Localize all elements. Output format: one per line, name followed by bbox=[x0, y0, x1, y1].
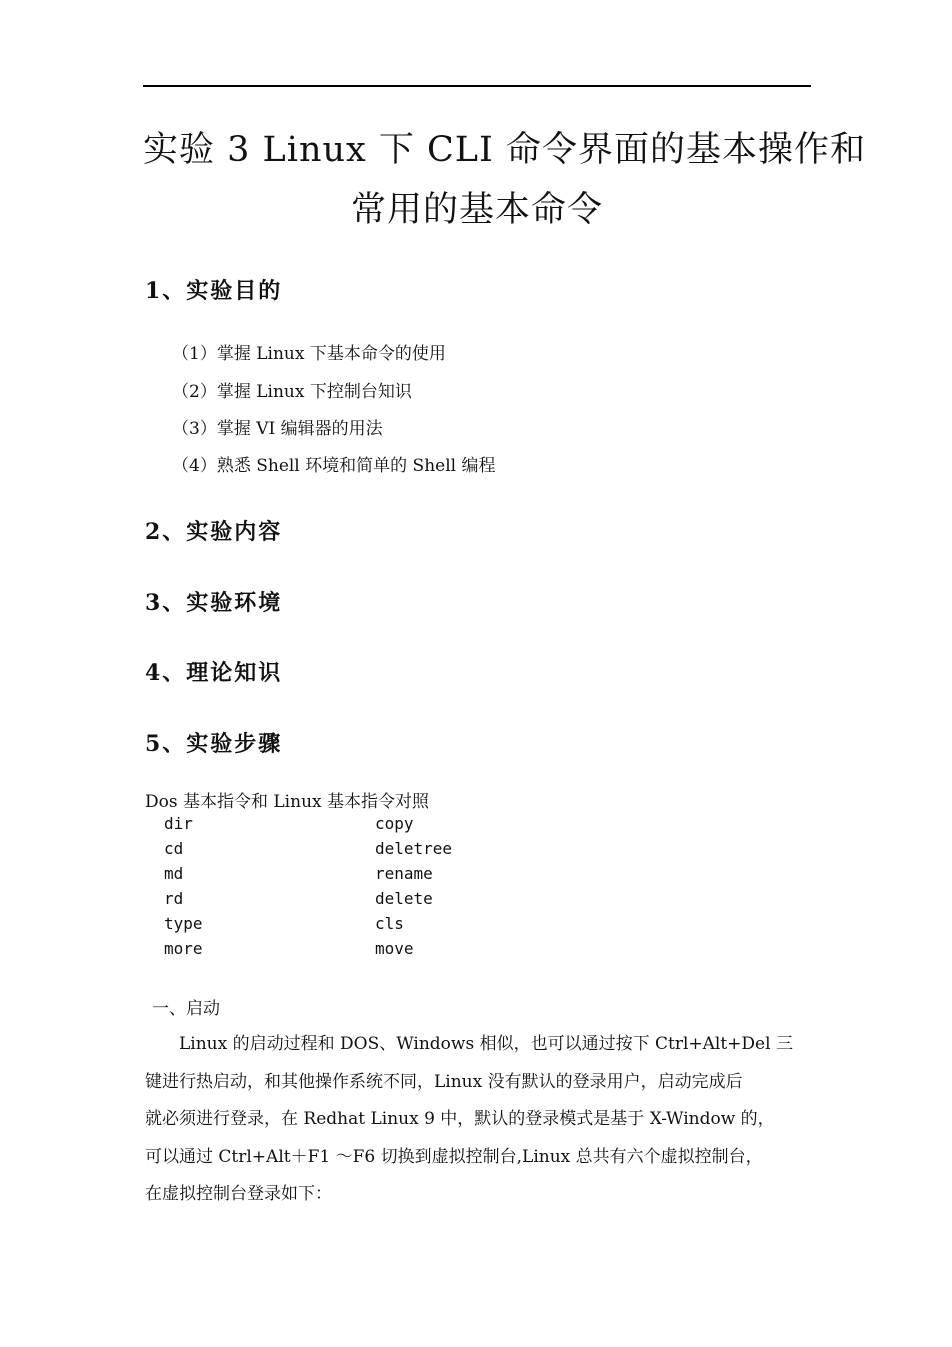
paragraph-line: 可以通过 Ctrl+Alt＋F1 ～F6 切换到虚拟控制台,Linux 总共有六个虚拟控制台， bbox=[145, 1146, 763, 1167]
section-heading-content: 2、实验内容 bbox=[145, 519, 283, 545]
paragraph-line: 键进行热启动，和其他操作系统不同，Linux 没有默认的登录用户，启动完成后 bbox=[145, 1071, 743, 1092]
objective-item: （4）熟悉 Shell 环境和简单的 Shell 编程 bbox=[172, 456, 496, 476]
section-heading-objectives: 1、实验目的 bbox=[145, 278, 283, 304]
dos-command: more bbox=[164, 939, 203, 958]
section-heading-theory: 4、理论知识 bbox=[145, 660, 283, 686]
header-rule bbox=[143, 85, 811, 87]
section-heading-steps: 5、实验步骤 bbox=[145, 731, 283, 757]
startup-paragraph bbox=[145, 1026, 811, 1214]
dos-command: md bbox=[164, 864, 184, 883]
subsection-heading-startup: 一、启动 bbox=[152, 999, 220, 1019]
dos-command: type bbox=[164, 914, 203, 933]
title-line-2: 常用的基本命令 bbox=[350, 190, 603, 230]
objective-item: （3）掌握 VI 编辑器的用法 bbox=[172, 419, 383, 439]
paragraph-line: Linux 的启动过程和 DOS、Windows 相似，也可以通过按下 Ctrl+Alt+Del 三 bbox=[145, 1034, 793, 1054]
dos-command: deletree bbox=[375, 839, 453, 858]
paragraph-line: 就必须进行登录，在 Redhat Linux 9 中，默认的登录模式是基于 X-Window 的， bbox=[145, 1109, 775, 1129]
objective-item: （2）掌握 Linux 下控制台知识 bbox=[172, 382, 412, 402]
dos-command: dir bbox=[164, 814, 193, 833]
section-heading-environment: 3、实验环境 bbox=[145, 590, 283, 616]
command-comparison-heading: Dos 基本指令和 Linux 基本指令对照 bbox=[145, 792, 430, 812]
dos-command: cls bbox=[375, 914, 404, 933]
dos-command: copy bbox=[375, 814, 414, 833]
objective-item: （1）掌握 Linux 下基本命令的使用 bbox=[172, 344, 446, 364]
dos-command: delete bbox=[375, 889, 433, 908]
title-line-1: 实验 3 Linux 下 CLI 命令界面的基本操作和 bbox=[143, 130, 867, 170]
paragraph-line: 在虚拟控制台登录如下： bbox=[145, 1184, 332, 1204]
dos-command: move bbox=[375, 939, 414, 958]
dos-command: rd bbox=[164, 889, 184, 908]
page-title bbox=[143, 120, 867, 240]
dos-command: cd bbox=[164, 839, 184, 858]
dos-command: rename bbox=[375, 864, 433, 883]
